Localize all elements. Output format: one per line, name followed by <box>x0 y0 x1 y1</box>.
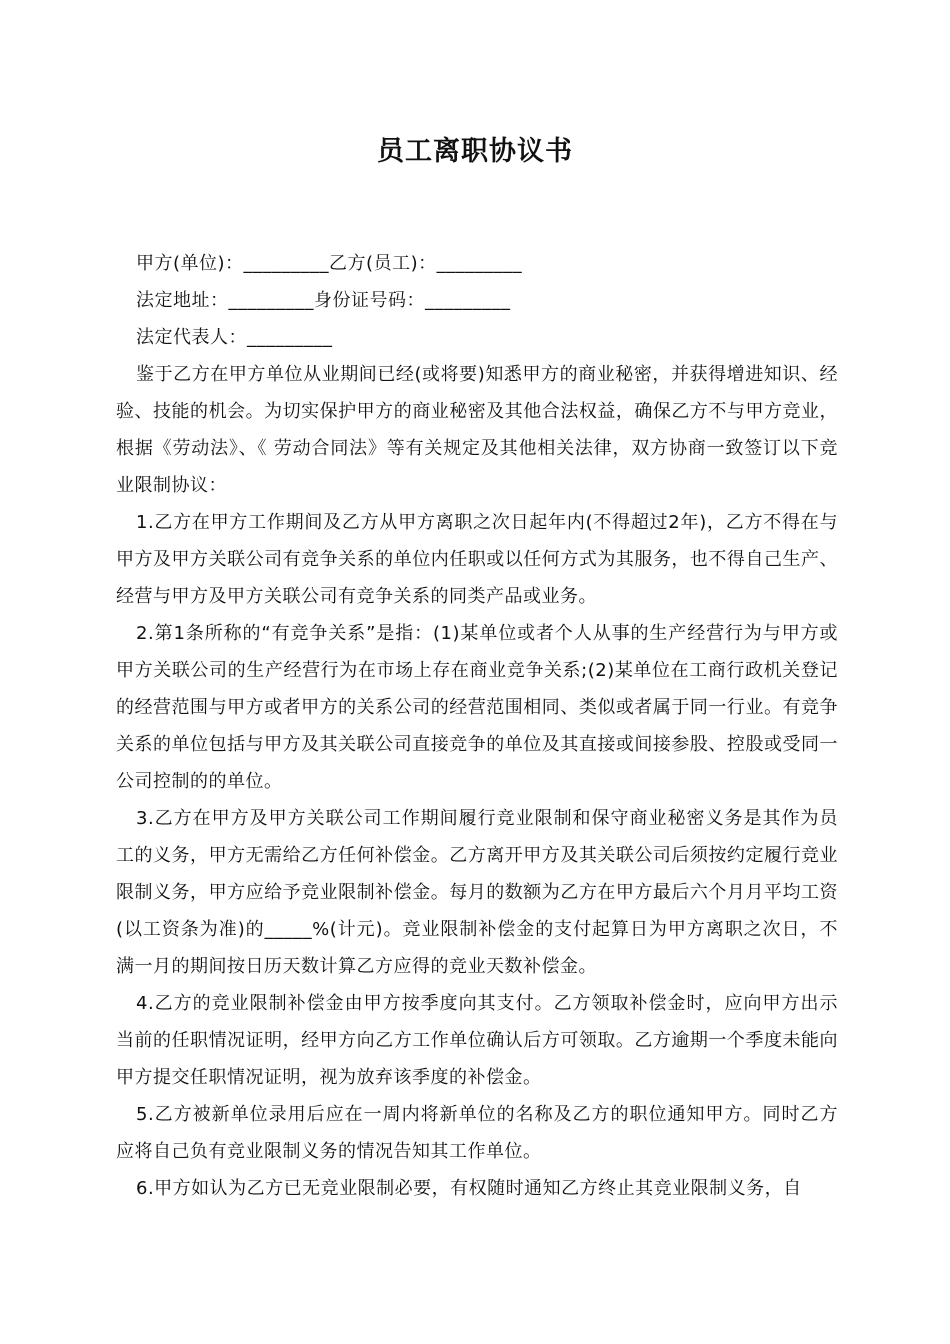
document-body <box>116 245 838 1207</box>
party-a-line: 甲方(单位)：_________乙方(员工)：_________ <box>136 253 523 274</box>
clause-1-paragraph: 1.乙方在甲方工作期间及乙方从甲方离职之次日起年内(不得超过2年)，乙方不得在与甲方及甲方关联公司有竞争关系的单位内任职或以任何方式为其服务，也不得自己生产、经营与甲方及甲方关联公司有竞争关系的同类产品或业务。 <box>116 512 838 607</box>
clause-5-paragraph: 5.乙方被新单位录用后应在一周内将新单位的名称及乙方的职位通知甲方。同时乙方应将自己负有竞业限制义务的情况告知其工作单位。 <box>116 1104 838 1162</box>
clause-4-paragraph: 4.乙方的竞业限制补偿金由甲方按季度向其支付。乙方领取补偿金时，应向甲方出示当前的任职情况证明，经甲方向乙方工作单位确认后方可领取。乙方逾期一个季度未能向甲方提交任职情况证明，视为放弃该季度的补偿金。 <box>116 993 838 1088</box>
clause-3-paragraph: 3.乙方在甲方及甲方关联公司工作期间履行竞业限制和保守商业秘密义务是其作为员工的义务，甲方无需给乙方任何补偿金。乙方离开甲方及其关联公司后须按约定履行竞业限制义务，甲方应给予竞业限制补偿金。每月的数额为乙方在甲方最后六个月月平均工资(以工资条为准)的_____%(计元)。竞业限制补偿金的支付起算日为甲方离职之次日，不满一月的期间按日历天数计算乙方应得的竞业天数补偿金。 <box>116 808 838 977</box>
clause-6-paragraph: 6.甲方如认为乙方已无竞业限制必要，有权随时通知乙方终止其竞业限制义务，自 <box>136 1178 802 1199</box>
clause-2-paragraph: 2.第1条所称的“有竞争关系”是指：(1)某单位或者个人从事的生产经营行为与甲方或甲方关联公司的生产经营行为在市场上存在商业竞争关系;(2)某单位在工商行政机关登记的经营范围与甲方或者甲方的关系公司的经营范围相同、类似或者属于同一行业。有竞争关系的单位包括与甲方及其关联公司直接竞争的单位及其直接或间接参股、控股或受同一公司控制的的单位。 <box>116 623 838 792</box>
legal-representative-line: 法定代表人：_________ <box>136 327 333 348</box>
document-title: 员工离职协议书 <box>377 136 573 167</box>
preamble-paragraph: 鉴于乙方在甲方单位从业期间已经(或将要)知悉甲方的商业秘密，并获得增进知识、经验、技能的机会。为切实保护甲方的商业秘密及其他合法权益，确保乙方不与甲方竞业，根据《劳动法》、《 劳动合同法》等有关规定及其他相关法律，双方协商一致签订以下竞业限制协议： <box>116 364 838 496</box>
address-line: 法定地址：_________身份证号码：_________ <box>136 290 511 311</box>
